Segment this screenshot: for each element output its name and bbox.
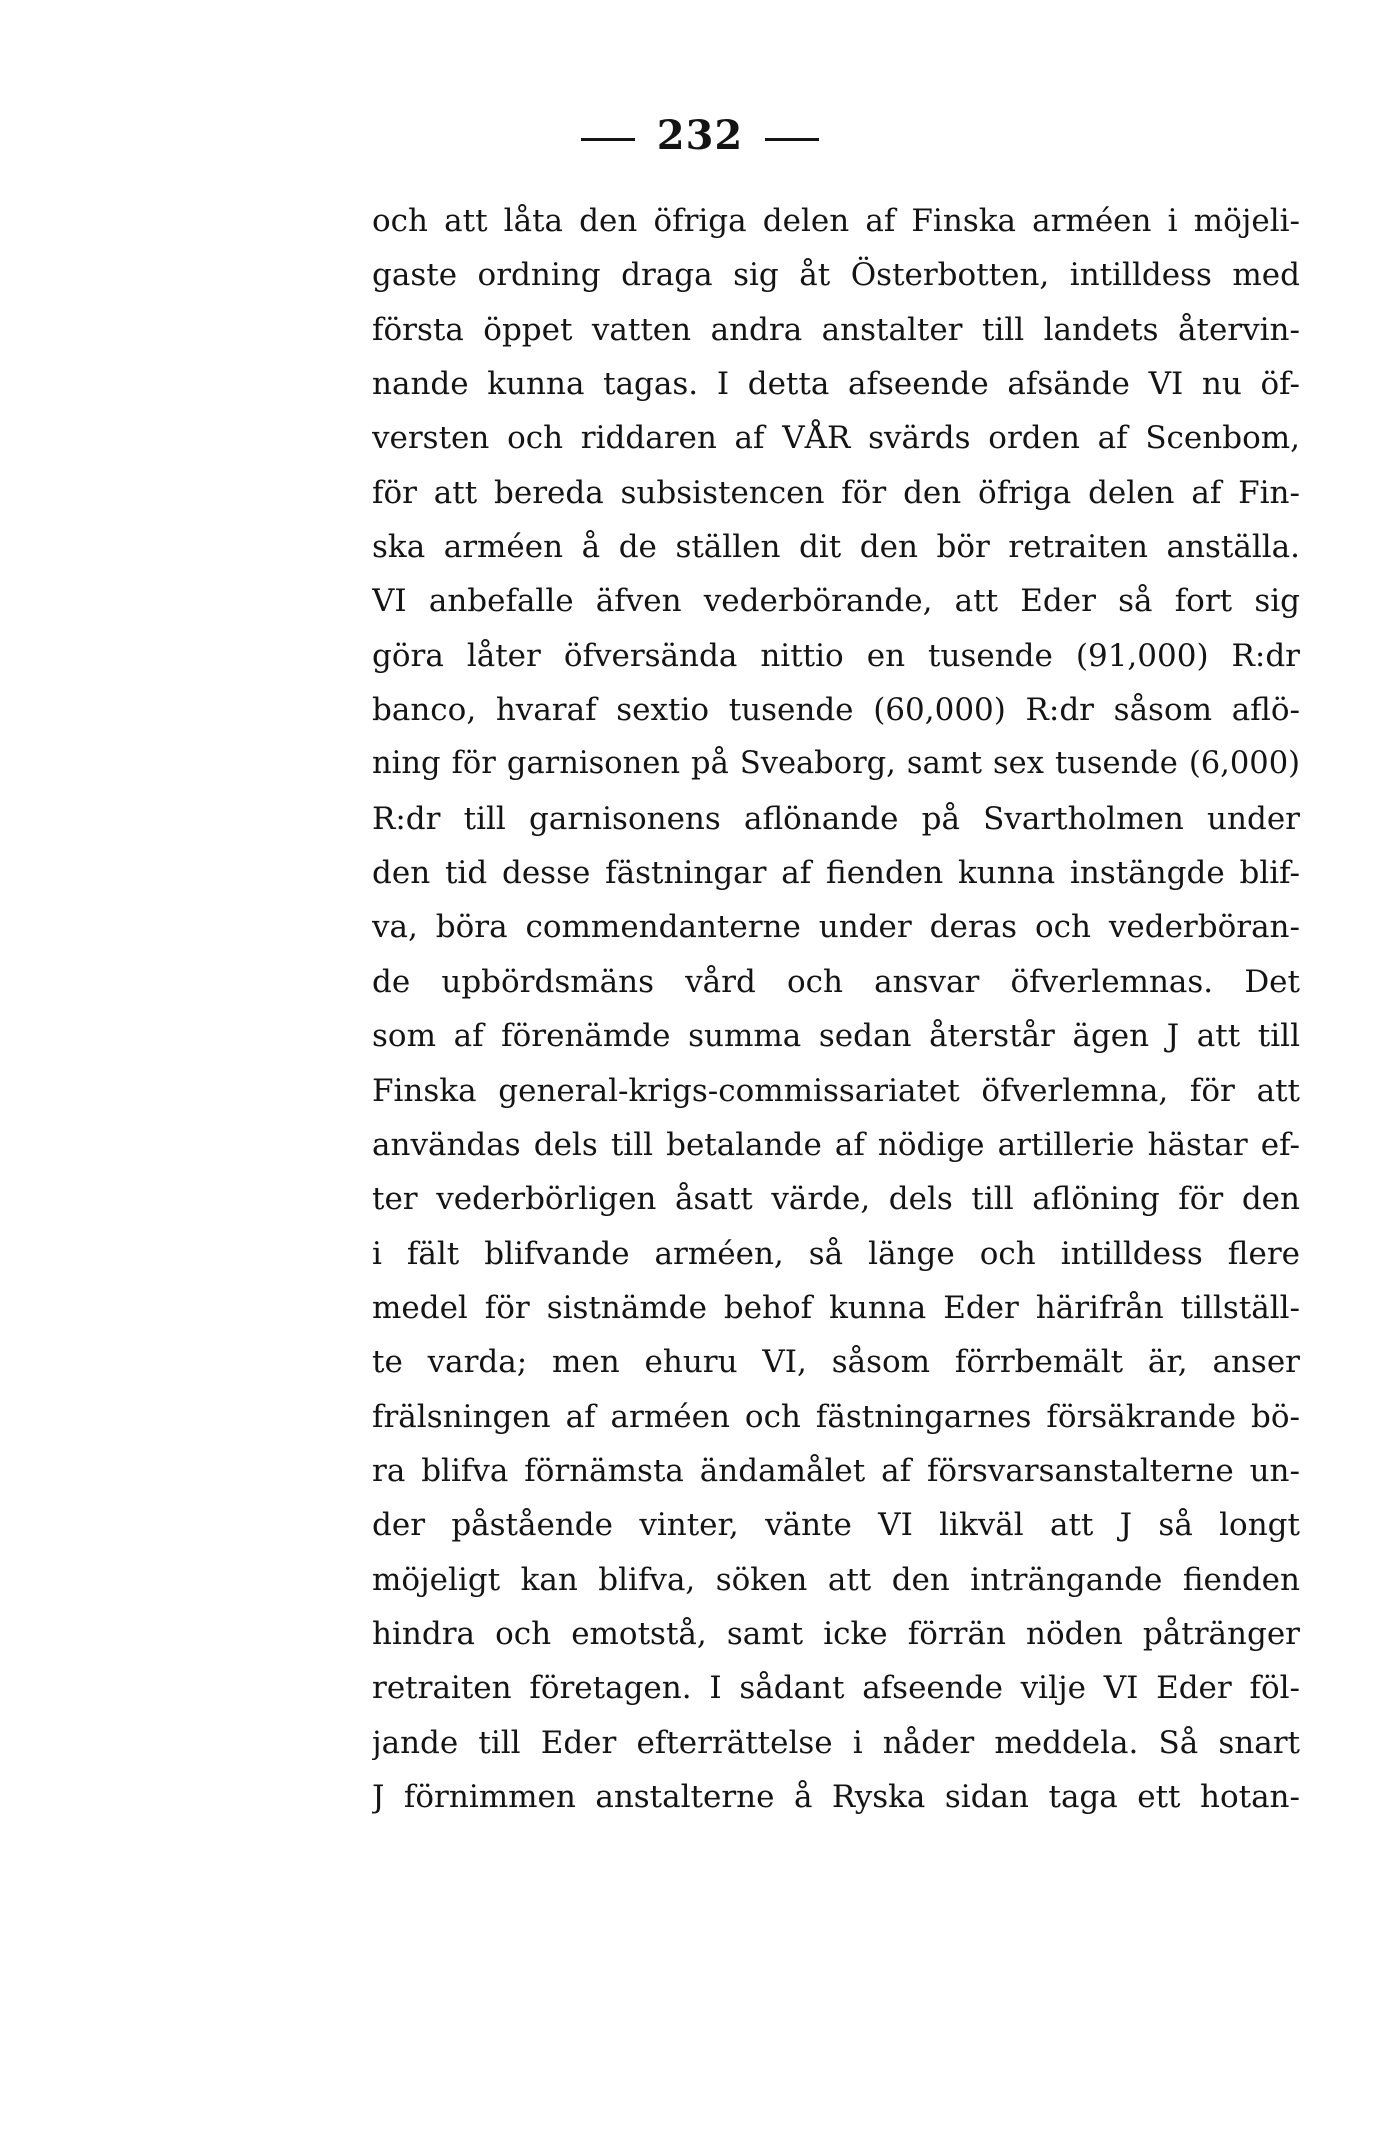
text-line: och att låta den öfriga delen af Finska arméen i möjeli- [372, 203, 1300, 239]
text-line: VI anbefalle äfven vederbörande, att Eder så fort sig [372, 583, 1300, 620]
text-line: der påstående vinter, vänte VI likväl att J så longt [372, 1507, 1300, 1544]
text-line: frälsningen af arméen och fästningarnes försäkrande bö- [372, 1398, 1300, 1435]
page-number: 232 [656, 112, 744, 159]
text-line: ter vederbörligen åsatt värde, dels till aflöning för den [372, 1181, 1300, 1218]
text-line: Finska general-krigs-commissariatet öfverlemna, för att [372, 1072, 1300, 1109]
text-line: i fält blifvande arméen, så länge och intilldess flere [372, 1235, 1300, 1272]
text-line: gaste ordning draga sig åt Österbotten, intilldess med [372, 257, 1300, 294]
text-line: banco, hvaraf sextio tusende (60,000) R:dr såsom aflö- [372, 692, 1300, 729]
text-line: te varda; men ehuru VI, såsom förrbemält är, anser [372, 1344, 1300, 1381]
text-line: ska arméen å de ställen dit den bör retraiten anställa. [372, 529, 1300, 566]
text-line: va, böra commendanterne under deras och vederböran- [372, 909, 1300, 946]
text-line: första öppet vatten andra anstalter till landets återvin- [372, 311, 1300, 348]
text-line: användas dels till betalande af nödige artillerie hästar ef- [372, 1126, 1300, 1163]
text-line: ning för garnisonen på Sveaborg, samt sex tusende (6,000) [372, 746, 1300, 782]
text-line: J förnimmen anstalterne å Ryska sidan taga ett hotan- [372, 1778, 1300, 1815]
page-header [0, 108, 1400, 164]
text-line: de upbördsmäns vård och ansvar öfverlemnas. Det [372, 963, 1300, 1000]
text-line: för att bereda subsistencen för den öfriga delen af Fin- [372, 474, 1300, 511]
text-line: retraiten företagen. I sådant afseende vilje VI Eder föl- [372, 1670, 1300, 1707]
body-text [372, 194, 1300, 1824]
text-line: versten och riddaren af VÅR svärds orden af Scenbom, [372, 420, 1300, 457]
header-right-dash [765, 138, 819, 141]
text-line: ra blifva förnämsta ändamålet af försvarsanstalterne un- [372, 1452, 1300, 1489]
text-line: medel för sistnämde behof kunna Eder härifrån tillställ- [372, 1289, 1300, 1326]
text-line: jande till Eder efterrättelse i nåder meddela. Så snart [372, 1724, 1300, 1761]
text-line: som af förenämde summa sedan återstår ägen J att till [372, 1018, 1300, 1055]
text-line: möjeligt kan blifva, söken att den inträngande fienden [372, 1561, 1300, 1598]
text-line: göra låter öfversända nittio en tusende (91,000) R:dr [372, 637, 1300, 674]
text-line: den tid desse fästningar af fienden kunna instängde blif- [372, 855, 1300, 892]
text-line: hindra och emotstå, samt icke förrän nöden påtränger [372, 1615, 1300, 1652]
header-left-dash [581, 138, 635, 141]
text-line: nande kunna tagas. I detta afseende afsände VI nu öf- [372, 366, 1300, 403]
text-line: R:dr till garnisonens aflönande på Svartholmen under [372, 800, 1300, 837]
